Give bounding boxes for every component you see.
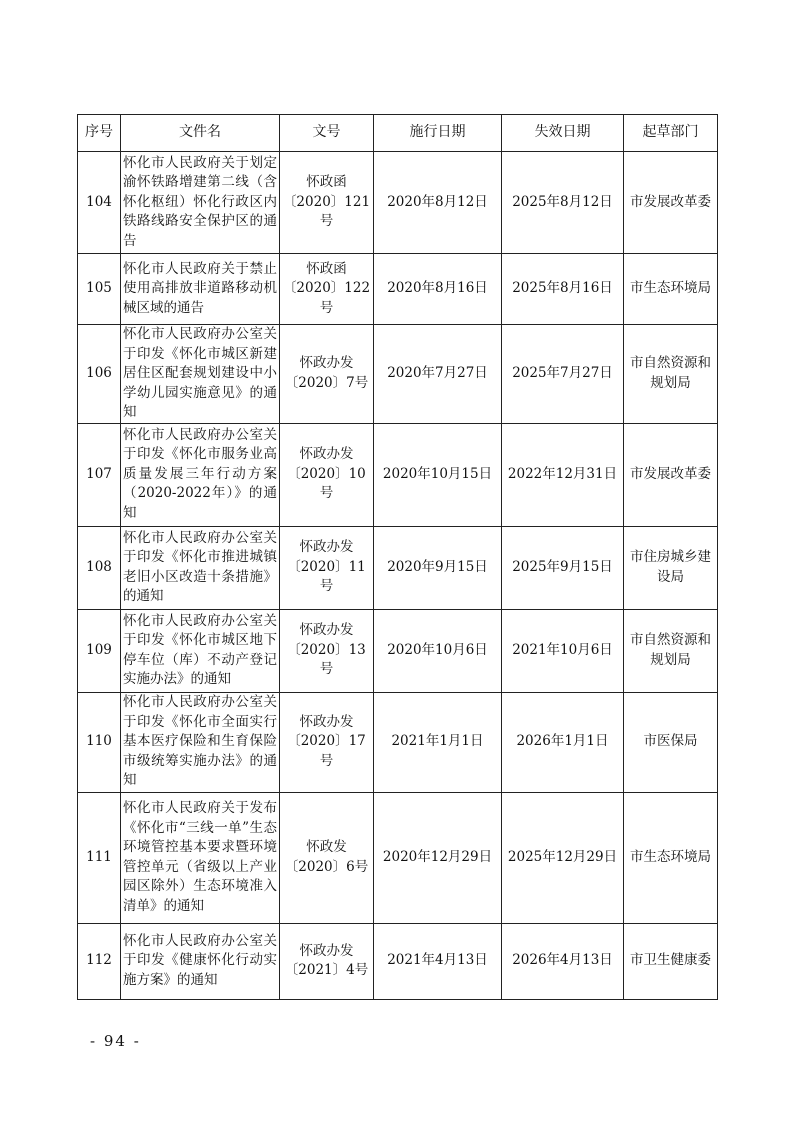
cell-drafting-department: 市发展改革委 xyxy=(624,152,718,254)
cell-drafting-department: 市住房城乡建设局 xyxy=(624,526,718,609)
table-row xyxy=(78,923,718,999)
cell-drafting-department: 市自然资源和规划局 xyxy=(624,609,718,692)
header-document-number: 文号 xyxy=(280,115,374,152)
page-number: - 94 - xyxy=(90,1032,141,1050)
cell-effective-date: 2021年4月13日 xyxy=(374,923,502,999)
header-document-name: 文件名 xyxy=(121,115,280,152)
cell-drafting-department: 市发展改革委 xyxy=(624,423,718,526)
cell-document-name: 怀化市人民政府办公室关于印发《怀化市全面实行基本医疗保险和生育保险市级统筹实施办法》的通知 xyxy=(121,692,280,792)
cell-document-number: 怀政办发〔2020〕11号 xyxy=(280,526,374,609)
cell-document-number: 怀政函〔2020〕122号 xyxy=(280,254,374,325)
regulations-table xyxy=(77,114,718,1000)
cell-serial: 112 xyxy=(78,923,121,999)
table-row xyxy=(78,692,718,792)
cell-document-name: 怀化市人民政府办公室关于印发《怀化市推进城镇老旧小区改造十条措施》的通知 xyxy=(121,526,280,609)
cell-effective-date: 2020年10月6日 xyxy=(374,609,502,692)
cell-document-number: 怀政办发〔2020〕10号 xyxy=(280,423,374,526)
table-row xyxy=(78,792,718,923)
cell-serial: 107 xyxy=(78,423,121,526)
cell-drafting-department: 市自然资源和规划局 xyxy=(624,325,718,424)
table-header-row xyxy=(78,115,718,152)
cell-effective-date: 2020年8月12日 xyxy=(374,152,502,254)
table-row xyxy=(78,526,718,609)
cell-effective-date: 2020年8月16日 xyxy=(374,254,502,325)
cell-effective-date: 2020年12月29日 xyxy=(374,792,502,923)
cell-document-number: 怀政函〔2020〕121号 xyxy=(280,152,374,254)
table-row xyxy=(78,254,718,325)
header-expiry-date: 失效日期 xyxy=(502,115,624,152)
cell-document-number: 怀政办发〔2021〕4号 xyxy=(280,923,374,999)
cell-document-name: 怀化市人民政府关于发布《怀化市“三线一单”生态环境管控基本要求暨环境管控单元（省级以上产业园区除外）生态环境准入清单》的通知 xyxy=(121,792,280,923)
cell-serial: 109 xyxy=(78,609,121,692)
cell-document-name: 怀化市人民政府办公室关于印发《健康怀化行动实施方案》的通知 xyxy=(121,923,280,999)
cell-serial: 108 xyxy=(78,526,121,609)
table-row xyxy=(78,609,718,692)
cell-document-number: 怀政发〔2020〕6号 xyxy=(280,792,374,923)
cell-drafting-department: 市生态环境局 xyxy=(624,254,718,325)
header-drafting-department: 起草部门 xyxy=(624,115,718,152)
cell-serial: 111 xyxy=(78,792,121,923)
cell-effective-date: 2020年7月27日 xyxy=(374,325,502,424)
cell-document-number: 怀政办发〔2020〕7号 xyxy=(280,325,374,424)
table-row xyxy=(78,423,718,526)
cell-serial: 106 xyxy=(78,325,121,424)
cell-effective-date: 2020年10月15日 xyxy=(374,423,502,526)
table-row xyxy=(78,152,718,254)
cell-expiry-date: 2025年8月12日 xyxy=(502,152,624,254)
cell-expiry-date: 2021年10月6日 xyxy=(502,609,624,692)
cell-expiry-date: 2026年4月13日 xyxy=(502,923,624,999)
cell-expiry-date: 2026年1月1日 xyxy=(502,692,624,792)
cell-expiry-date: 2025年7月27日 xyxy=(502,325,624,424)
cell-expiry-date: 2025年12月29日 xyxy=(502,792,624,923)
table-row xyxy=(78,325,718,424)
cell-expiry-date: 2022年12月31日 xyxy=(502,423,624,526)
cell-serial: 104 xyxy=(78,152,121,254)
cell-drafting-department: 市医保局 xyxy=(624,692,718,792)
cell-drafting-department: 市生态环境局 xyxy=(624,792,718,923)
cell-expiry-date: 2025年9月15日 xyxy=(502,526,624,609)
cell-document-number: 怀政办发〔2020〕13号 xyxy=(280,609,374,692)
cell-document-name: 怀化市人民政府关于禁止使用高排放非道路移动机械区域的通告 xyxy=(121,254,280,325)
cell-document-name: 怀化市人民政府办公室关于印发《怀化市城区地下停车位（库）不动产登记实施办法》的通知 xyxy=(121,609,280,692)
cell-effective-date: 2021年1月1日 xyxy=(374,692,502,792)
cell-document-name: 怀化市人民政府关于划定渝怀铁路增建第二线（含怀化枢纽）怀化行政区内铁路线路安全保护区的通告 xyxy=(121,152,280,254)
cell-document-name: 怀化市人民政府办公室关于印发《怀化市服务业高质量发展三年行动方案（2020-2022年）》的通知 xyxy=(121,423,280,526)
cell-document-number: 怀政办发〔2020〕17号 xyxy=(280,692,374,792)
cell-drafting-department: 市卫生健康委 xyxy=(624,923,718,999)
header-serial: 序号 xyxy=(78,115,121,152)
cell-expiry-date: 2025年8月16日 xyxy=(502,254,624,325)
header-effective-date: 施行日期 xyxy=(374,115,502,152)
cell-serial: 105 xyxy=(78,254,121,325)
cell-effective-date: 2020年9月15日 xyxy=(374,526,502,609)
cell-serial: 110 xyxy=(78,692,121,792)
cell-document-name: 怀化市人民政府办公室关于印发《怀化市城区新建居住区配套规划建设中小学幼儿园实施意见》的通知 xyxy=(121,325,280,424)
